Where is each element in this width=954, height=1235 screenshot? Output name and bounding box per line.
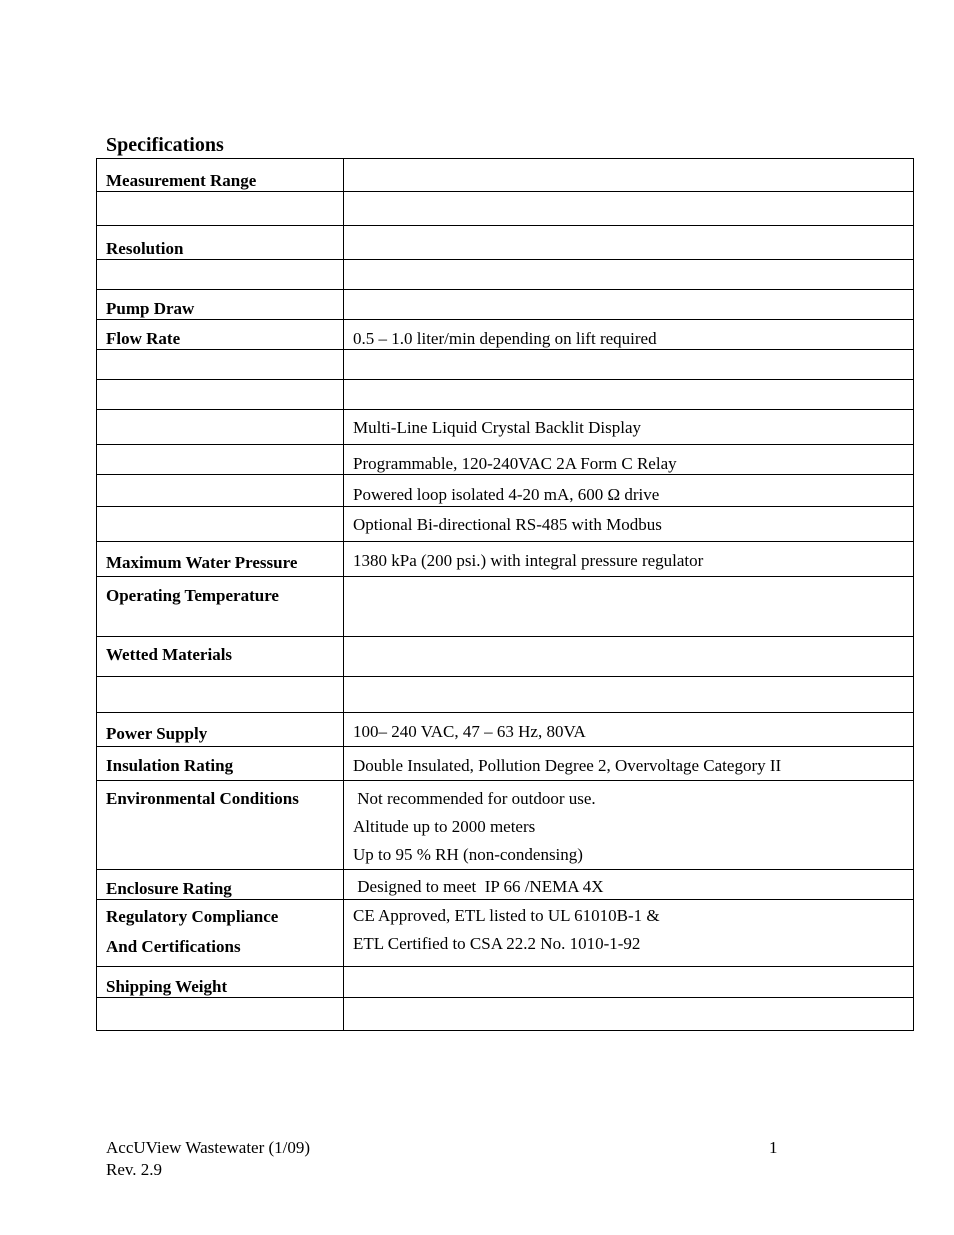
spec-label (97, 998, 344, 1031)
spec-value (344, 290, 914, 320)
spec-value: Optional Bi-directional RS-485 with Modbus (344, 507, 914, 542)
table-row (97, 967, 914, 998)
table-row (97, 637, 914, 677)
spec-value: Powered loop isolated 4-20 mA, 600 Ω drive (344, 475, 914, 507)
spec-value-line: Not recommended for outdoor use. (353, 789, 596, 808)
spec-label (97, 445, 344, 475)
spec-value: 1380 kPa (200 psi.) with integral pressure regulator (344, 542, 914, 577)
page-number: 1 (769, 1138, 778, 1157)
table-row (97, 380, 914, 410)
spec-label (97, 475, 344, 507)
spec-value-line: Altitude up to 2000 meters (353, 817, 536, 836)
table-row (97, 192, 914, 226)
spec-label: Resolution (97, 226, 344, 260)
spec-value: Multi-Line Liquid Crystal Backlit Display (344, 410, 914, 445)
spec-value: Double Insulated, Pollution Degree 2, Overvoltage Category II (344, 747, 914, 781)
spec-label: Pump Draw (97, 290, 344, 320)
footer-document-title: AccUView Wastewater (1/09) (106, 1138, 311, 1157)
spec-label (97, 192, 344, 226)
spec-label (97, 900, 344, 967)
table-row (97, 290, 914, 320)
page-heading: Specifications (106, 134, 224, 156)
spec-value-line: Up to 95 % RH (non-condensing) (353, 845, 583, 864)
table-row (97, 320, 914, 350)
spec-value (344, 350, 914, 380)
spec-value (344, 226, 914, 260)
spec-label (97, 350, 344, 380)
spec-value (344, 159, 914, 192)
table-row (97, 900, 914, 967)
spec-value (344, 677, 914, 713)
spec-label: Insulation Rating (97, 747, 344, 781)
spec-value: 0.5 – 1.0 liter/min depending on lift required (344, 320, 914, 350)
table-row (97, 445, 914, 475)
spec-label: Wetted Materials (97, 637, 344, 677)
spec-value-line: CE Approved, ETL listed to UL 61010B-1 & (353, 906, 660, 925)
spec-label: Flow Rate (97, 320, 344, 350)
table-row (97, 747, 914, 781)
table-row (97, 159, 914, 192)
spec-value (344, 637, 914, 677)
spec-value (344, 260, 914, 290)
spec-value: 100– 240 VAC, 47 – 63 Hz, 80VA (344, 713, 914, 747)
table-row (97, 998, 914, 1031)
spec-value (344, 967, 914, 998)
spec-label: Maximum Water Pressure (97, 542, 344, 577)
table-row (97, 870, 914, 900)
table-row (97, 410, 914, 445)
table-row (97, 226, 914, 260)
spec-value: Programmable, 120-240VAC 2A Form C Relay (344, 445, 914, 475)
spec-label (97, 380, 344, 410)
spec-label (97, 410, 344, 445)
table-row (97, 542, 914, 577)
table-row (97, 577, 914, 637)
spec-label (97, 260, 344, 290)
footer-revision: Rev. 2.9 (106, 1160, 163, 1179)
spec-value: Designed to meet IP 66 /NEMA 4X (344, 870, 914, 900)
spec-label: Power Supply (97, 713, 344, 747)
spec-value (344, 781, 914, 870)
table-row (97, 781, 914, 870)
spec-value (344, 577, 914, 637)
spec-label: Shipping Weight (97, 967, 344, 998)
table-row (97, 507, 914, 542)
specifications-table (96, 158, 914, 1031)
spec-label (97, 677, 344, 713)
spec-value (344, 380, 914, 410)
spec-label-line: Regulatory Compliance (106, 907, 279, 926)
spec-value-line: ETL Certified to CSA 22.2 No. 1010-1-92 (353, 934, 641, 953)
table-row (97, 350, 914, 380)
spec-label-line: And Certifications (106, 937, 241, 956)
table-row (97, 260, 914, 290)
table-row (97, 475, 914, 507)
spec-label: Operating Temperature (97, 577, 344, 637)
spec-value (344, 192, 914, 226)
spec-label: Environmental Conditions (97, 781, 344, 870)
spec-label: Enclosure Rating (97, 870, 344, 900)
spec-value (344, 998, 914, 1031)
spec-label: Measurement Range (97, 159, 344, 192)
spec-value (344, 900, 914, 967)
table-row (97, 713, 914, 747)
spec-label (97, 507, 344, 542)
footer-document-info (106, 1137, 310, 1181)
table-row (97, 677, 914, 713)
